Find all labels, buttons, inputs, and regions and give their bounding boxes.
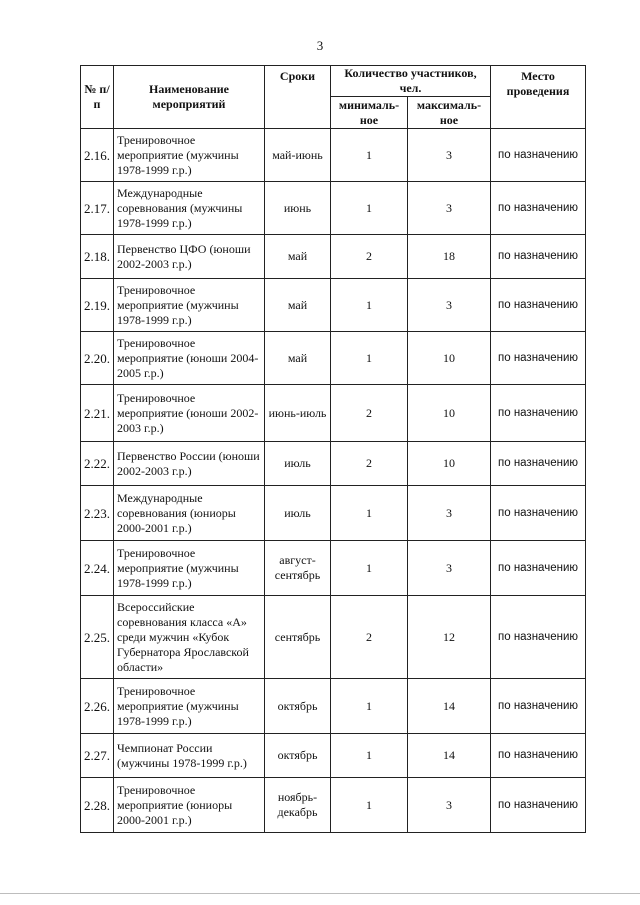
header-min: минималь-ное: [331, 97, 408, 129]
event-term: июнь: [265, 182, 331, 235]
event-term: май: [265, 332, 331, 385]
event-name: Чемпионат России (мужчины 1978-1999 г.р.): [114, 734, 265, 778]
header-participants: Количество участников, чел.: [331, 66, 491, 97]
events-table: [80, 65, 586, 833]
participants-max: 14: [408, 679, 491, 734]
participants-min: 1: [331, 541, 408, 596]
event-name: Тренировочное мероприятие (юноши 2004-2005 г.р.): [114, 332, 265, 385]
participants-min: 1: [331, 778, 408, 833]
event-venue: по назначению: [491, 385, 586, 442]
event-term: июль: [265, 486, 331, 541]
event-term: август-сентябрь: [265, 541, 331, 596]
event-venue: по назначению: [491, 279, 586, 332]
table-row: [81, 182, 586, 235]
header-name: Наименование мероприятий: [114, 66, 265, 129]
event-venue: по назначению: [491, 182, 586, 235]
participants-max: 18: [408, 235, 491, 279]
event-term: май: [265, 235, 331, 279]
row-number: 2.20.: [81, 332, 114, 385]
participants-max: 3: [408, 778, 491, 833]
participants-min: 1: [331, 734, 408, 778]
event-term: июль: [265, 442, 331, 486]
row-number: 2.19.: [81, 279, 114, 332]
header-max: максималь-ное: [408, 97, 491, 129]
table-row: [81, 541, 586, 596]
participants-min: 1: [331, 279, 408, 332]
participants-max: 3: [408, 129, 491, 182]
participants-min: 1: [331, 129, 408, 182]
table-row: [81, 778, 586, 833]
event-venue: по назначению: [491, 679, 586, 734]
participants-min: 1: [331, 486, 408, 541]
event-term: май: [265, 279, 331, 332]
participants-min: 2: [331, 385, 408, 442]
table-row: [81, 486, 586, 541]
event-name: Всероссийские соревнования класса «А» среди мужчин «Кубок Губернатора Ярославской области»: [114, 596, 265, 679]
participants-min: 2: [331, 235, 408, 279]
event-name: Тренировочное мероприятие (юниоры 2000-2001 г.р.): [114, 778, 265, 833]
participants-min: 2: [331, 596, 408, 679]
participants-max: 10: [408, 332, 491, 385]
event-venue: по назначению: [491, 541, 586, 596]
header-term: Сроки: [265, 66, 331, 129]
event-term: июнь-июль: [265, 385, 331, 442]
participants-max: 12: [408, 596, 491, 679]
participants-max: 3: [408, 279, 491, 332]
table-row: [81, 235, 586, 279]
table-row: [81, 442, 586, 486]
participants-max: 3: [408, 182, 491, 235]
participants-max: 3: [408, 541, 491, 596]
event-name: Международные соревнования (мужчины 1978-1999 г.р.): [114, 182, 265, 235]
participants-max: 3: [408, 486, 491, 541]
event-venue: по назначению: [491, 486, 586, 541]
row-number: 2.24.: [81, 541, 114, 596]
table-row: [81, 385, 586, 442]
event-term: май-июнь: [265, 129, 331, 182]
event-name: Тренировочное мероприятие (мужчины 1978-1999 г.р.): [114, 129, 265, 182]
participants-min: 1: [331, 182, 408, 235]
event-name: Первенство ЦФО (юноши 2002-2003 г.р.): [114, 235, 265, 279]
page-number: 3: [316, 38, 324, 53]
header-num: № п/п: [81, 66, 114, 129]
event-name: Тренировочное мероприятие (мужчины 1978-1999 г.р.): [114, 279, 265, 332]
row-number: 2.16.: [81, 129, 114, 182]
event-name: Международные соревнования (юниоры 2000-2001 г.р.): [114, 486, 265, 541]
event-venue: по назначению: [491, 734, 586, 778]
table-row: [81, 332, 586, 385]
table-row: [81, 679, 586, 734]
event-term: октябрь: [265, 679, 331, 734]
event-name: Первенство России (юноши 2002-2003 г.р.): [114, 442, 265, 486]
table-row: [81, 279, 586, 332]
event-venue: по назначению: [491, 596, 586, 679]
table-row: [81, 734, 586, 778]
participants-min: 2: [331, 442, 408, 486]
event-name: Тренировочное мероприятие (юноши 2002-2003 г.р.): [114, 385, 265, 442]
event-venue: по назначению: [491, 235, 586, 279]
row-number: 2.25.: [81, 596, 114, 679]
header-row: [81, 66, 586, 97]
event-name: Тренировочное мероприятие (мужчины 1978-1999 г.р.): [114, 679, 265, 734]
event-term: октябрь: [265, 734, 331, 778]
event-name: Тренировочное мероприятие (мужчины 1978-1999 г.р.): [114, 541, 265, 596]
row-number: 2.18.: [81, 235, 114, 279]
header-venue: Место проведения: [491, 66, 586, 129]
row-number: 2.28.: [81, 778, 114, 833]
event-venue: по назначению: [491, 778, 586, 833]
event-term: сентябрь: [265, 596, 331, 679]
row-number: 2.17.: [81, 182, 114, 235]
row-number: 2.22.: [81, 442, 114, 486]
participants-max: 10: [408, 442, 491, 486]
participants-min: 1: [331, 679, 408, 734]
row-number: 2.27.: [81, 734, 114, 778]
row-number: 2.23.: [81, 486, 114, 541]
participants-max: 10: [408, 385, 491, 442]
event-term: ноябрь-декабрь: [265, 778, 331, 833]
row-number: 2.21.: [81, 385, 114, 442]
participants-max: 14: [408, 734, 491, 778]
row-number: 2.26.: [81, 679, 114, 734]
event-venue: по назначению: [491, 442, 586, 486]
event-venue: по назначению: [491, 332, 586, 385]
page-bottom-edge: [0, 893, 640, 894]
table-row: [81, 596, 586, 679]
event-venue: по назначению: [491, 129, 586, 182]
participants-min: 1: [331, 332, 408, 385]
table-row: [81, 129, 586, 182]
